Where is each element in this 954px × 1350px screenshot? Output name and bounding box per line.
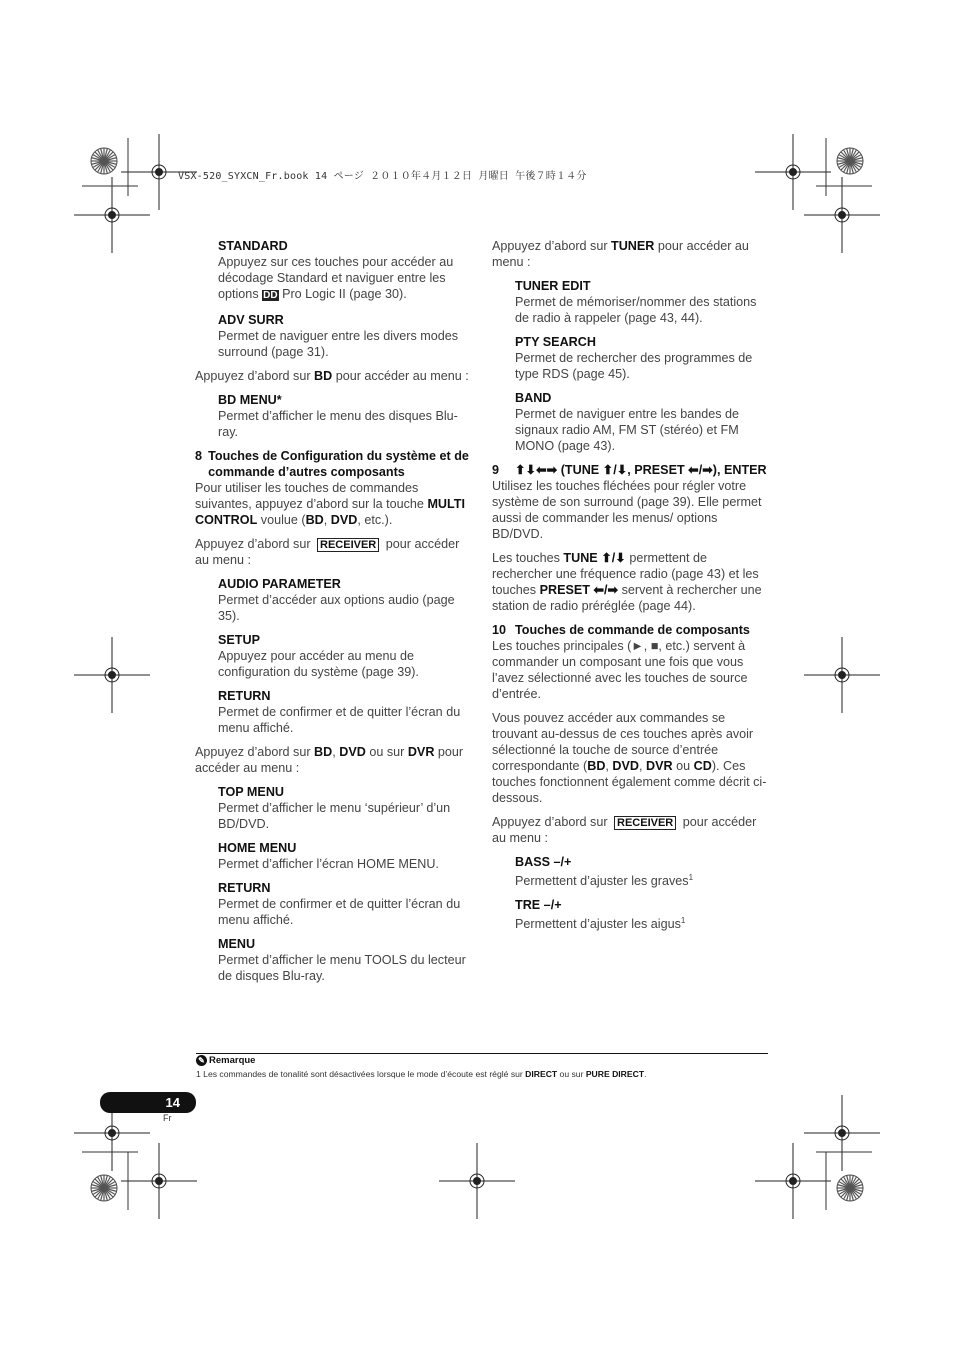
home-menu-desc: Permet d’afficher l’écran HOME MENU.	[218, 857, 439, 871]
return-title-1: RETURN	[218, 689, 271, 703]
tuner-edit-desc: Permet de mémoriser/nommer des stations de radio à rappeler (page 43, 44).	[515, 295, 757, 325]
sunburst-mark	[837, 148, 863, 174]
bd-menu-entry	[218, 392, 471, 440]
bass-entry	[515, 854, 768, 889]
bd-menu-desc: Permet d’afficher le menu des disques Blu-ray.	[218, 409, 458, 439]
audio-parameter-title: AUDIO PARAMETER	[218, 577, 341, 591]
note-heading: ✎ Remarque	[196, 1055, 255, 1066]
return-title-2: RETURN	[218, 881, 271, 895]
crosshair-mark	[439, 1143, 515, 1219]
crosshair-mark	[804, 177, 880, 253]
menu-desc: Permet d’afficher le menu TOOLS du lecteur de disques Blu-ray.	[218, 953, 466, 983]
bd-dvd-dvr-intro: Appuyez d’abord sur BD, DVD ou sur DVR pour accéder au menu :	[195, 745, 464, 775]
receiver-intro-left: Appuyez d’abord sur RECEIVER pour accéder au menu :	[195, 537, 460, 567]
crosshair-mark	[755, 134, 831, 210]
tune-preset-para: Les touches TUNE ⬆/⬇ permettent de rechercher une fréquence radio (page 43) et les touches PRESET ⬅/➡ servent à rechercher une station de radio préréglée (page 44).	[492, 551, 762, 613]
audio-parameter-entry	[218, 576, 471, 624]
return-entry-2	[218, 880, 471, 928]
return-desc-2: Permet de confirmer et de quitter l’écran du menu affiché.	[218, 897, 461, 927]
note-divider	[196, 1053, 768, 1054]
return-desc-1: Permet de confirmer et de quitter l’écran du menu affiché.	[218, 705, 461, 735]
audio-parameter-desc: Permet d’accéder aux options audio (page 35).	[218, 593, 455, 623]
home-menu-title: HOME MENU	[218, 841, 297, 855]
bass-desc: Permettent d’ajuster les graves$^1$	[515, 873, 694, 889]
section-8-heading: 8 Touches de Configuration du système et de commande d’autres composants	[195, 449, 469, 479]
crosshair-mark	[74, 637, 150, 713]
standard-title: STANDARD	[218, 239, 288, 253]
language-code: Fr	[163, 1113, 172, 1123]
top-menu-entry	[218, 784, 471, 832]
top-menu-title: TOP MENU	[218, 785, 285, 799]
tuner-intro: Appuyez d’abord sur TUNER pour accéder au menu :	[492, 239, 749, 269]
setup-desc: Appuyez pour accéder au menu de configuration du système (page 39).	[218, 649, 419, 679]
file-info-header: VSX-520_SYXCN_Fr.book 14 ページ ２０１０年４月１２日 月曜日 午後７時１４分	[178, 171, 587, 182]
top-menu-desc: Permet d’afficher le menu ‘supérieur’ d’un BD/DVD.	[218, 801, 451, 831]
menu-entry	[218, 936, 471, 984]
tuner-edit-title: TUNER EDIT	[515, 279, 591, 293]
sunburst-mark	[837, 1175, 863, 1201]
page-number: 14	[100, 1092, 196, 1113]
left-column	[195, 238, 471, 992]
crosshair-mark	[74, 177, 150, 253]
sunburst-mark	[91, 148, 117, 174]
pty-search-title: PTY SEARCH	[515, 335, 596, 349]
tre-entry	[515, 897, 768, 932]
dolby-icon: DD	[263, 290, 278, 301]
pty-search-desc: Permet de rechercher des programmes de type RDS (page 45).	[515, 351, 753, 381]
access-para: Vous pouvez accéder aux commandes se trouvant au-dessus de ces touches après avoir sélectionné la touche de source d’entrée correspondante (BD, DVD, DVR ou CD). Ces touches fonctionnent également comme décrit ci-dessous.	[492, 711, 767, 805]
section-9-para: Utilisez les touches fléchées pour régler votre système de son surround (page 39). Elle permet aussi de commander les menus/ options BD/DVD.	[492, 479, 762, 541]
crosshair-mark	[755, 1143, 831, 1219]
menu-title: MENU	[218, 937, 256, 951]
bass-title: BASS –/+	[515, 855, 572, 869]
note-icon: ✎	[196, 1055, 207, 1066]
adv-surr-desc: Permet de naviguer entre les divers modes surround (page 31).	[218, 329, 459, 359]
standard-entry	[218, 238, 471, 304]
tre-desc: Permettent d’ajuster les aigus$^1$	[515, 916, 686, 932]
crosshair-mark	[804, 1095, 880, 1171]
section-10-para: Les touches principales (►, ■, etc.) servent à commander un composant une fois que vous l’avez sélectionné avec les touches de source d’entrée.	[492, 639, 748, 701]
adv-surr-title: ADV SURR	[218, 313, 284, 327]
sunburst-mark	[91, 1175, 117, 1201]
section-10-heading: 10 Touches de commande de composants	[492, 623, 750, 637]
section-8-para: Pour utiliser les touches de commandes suivantes, appuyez d’abord sur la touche MULTI CONTROL voulue (BD, DVD, etc.).	[195, 481, 465, 527]
home-menu-entry	[218, 840, 471, 872]
setup-title: SETUP	[218, 633, 260, 647]
setup-entry	[218, 632, 471, 680]
standard-desc: Appuyez sur ces touches pour accéder au décodage Standard et naviguer entre les options DD Pro Logic II (page 30).	[218, 255, 454, 301]
tre-title: TRE –/+	[515, 898, 562, 913]
band-desc: Permet de naviguer entre les bandes de signaux radio AM, FM ST (stéréo) et FM MONO (page 43).	[515, 407, 740, 453]
adv-surr-entry	[218, 312, 471, 360]
bd-intro: Appuyez d’abord sur BD pour accéder au menu :	[195, 369, 469, 383]
bd-menu-title: BD MENU*	[218, 393, 282, 407]
note-text: 1 Les commandes de tonalité sont désactivées lorsque le mode d’écoute est réglé sur DIRECT ou sur PURE DIRECT.	[196, 1069, 647, 1079]
receiver-button-label: RECEIVER	[317, 538, 379, 552]
crosshair-mark	[804, 637, 880, 713]
band-entry	[515, 390, 768, 454]
return-entry-1	[218, 688, 471, 736]
receiver-intro-right: Appuyez d’abord sur RECEIVER pour accéder au menu :	[492, 815, 757, 845]
pty-search-entry	[515, 334, 768, 382]
receiver-button-label: RECEIVER	[614, 816, 676, 830]
right-column	[492, 238, 768, 940]
tuner-edit-entry	[515, 278, 768, 326]
section-9-heading: 9 ⬆⬇⬅➡ (TUNE ⬆/⬇, PRESET ⬅/➡), ENTER	[492, 463, 767, 477]
crosshair-mark	[121, 1143, 197, 1219]
band-title: BAND	[515, 391, 552, 405]
